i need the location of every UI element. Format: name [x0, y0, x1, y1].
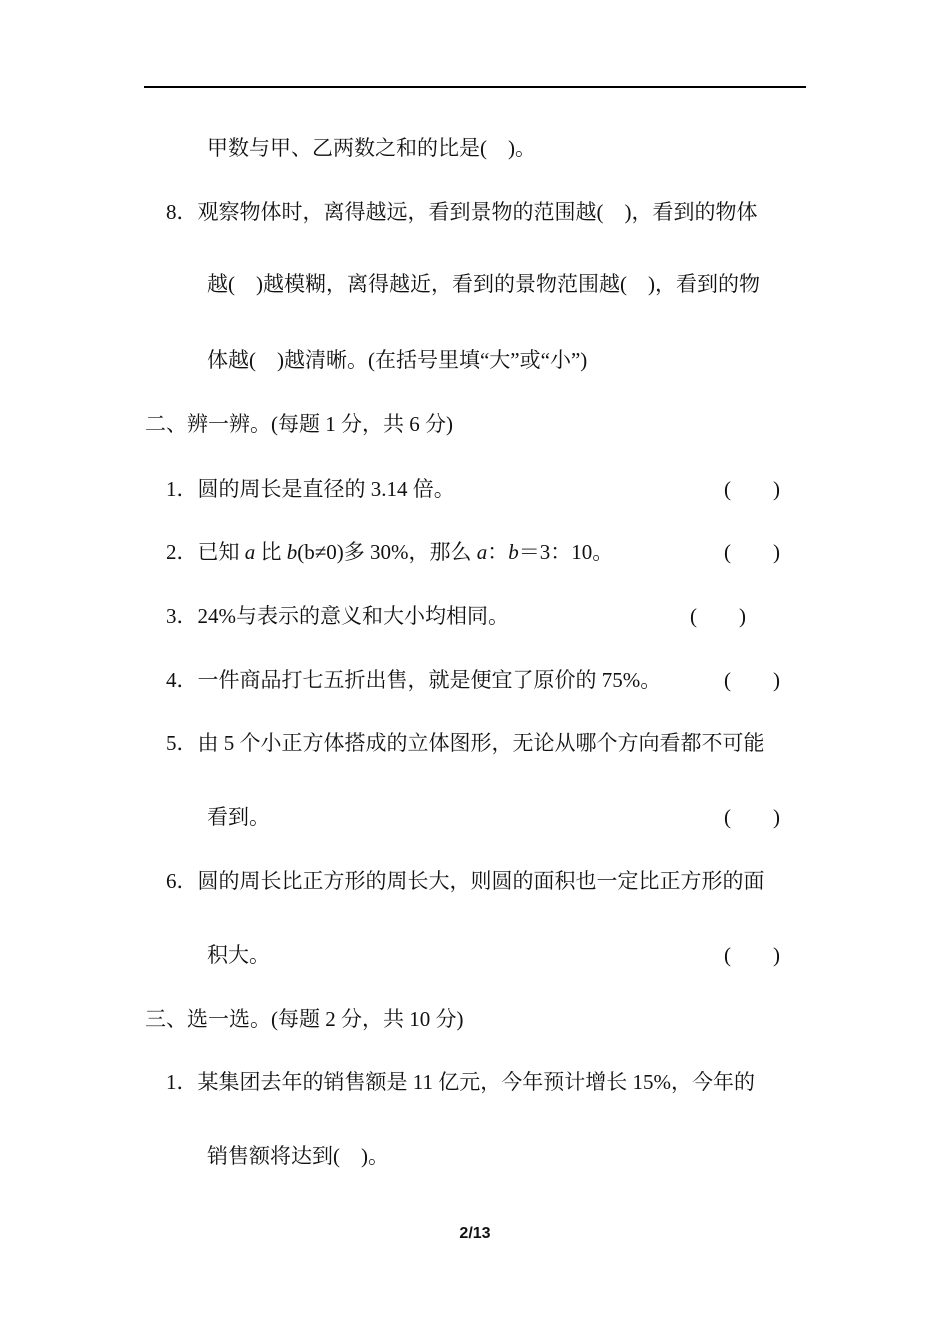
- judge-2-answer-paren[interactable]: ( ): [724, 540, 780, 564]
- total-pages: 13: [472, 1225, 491, 1242]
- judge-6-line-1: 6．圆的周长比正方形的周长大，则圆的面积也一定比正方形的面: [166, 869, 765, 893]
- judge-2-text: [166, 538, 613, 566]
- variable-a: a: [244, 540, 256, 564]
- judge-1-answer-paren[interactable]: ( ): [724, 477, 780, 501]
- judge-2-part: (b≠0)多 30%，那么: [297, 540, 477, 564]
- choice-1-line-1: 1．某集团去年的销售额是 11 亿元，今年预计增长 15%，今年的: [166, 1070, 755, 1094]
- judge-3-answer-paren[interactable]: ( ): [690, 604, 746, 628]
- judge-2-part: 比: [255, 540, 287, 564]
- judge-6-line-2: 积大。: [207, 943, 270, 967]
- variable-a: a: [476, 540, 488, 564]
- judge-4-text: 4．一件商品打七五折出售，就是便宜了原价的 75%。: [166, 668, 662, 692]
- header-rule: [144, 86, 806, 88]
- judge-6-answer-paren[interactable]: ( ): [724, 943, 780, 967]
- question-8-line-3: 体越( )越清晰。(在括号里填“大”或“小”): [207, 348, 588, 372]
- judge-5-answer-paren[interactable]: ( ): [724, 805, 780, 829]
- variable-b: b: [508, 540, 519, 564]
- section-3-heading: 三、选一选。(每题 2 分，共 10 分): [145, 1007, 464, 1031]
- judge-2-part: ：: [487, 540, 509, 564]
- judge-5-line-1: 5．由 5 个小正方体搭成的立体图形，无论从哪个方向看都不可能: [166, 731, 765, 755]
- question-8-line-1: 8．观察物体时，离得越远，看到景物的范围越( )，看到的物体: [166, 200, 758, 224]
- variable-b: b: [286, 540, 298, 564]
- question-8-line-2: 越( )越模糊，离得越近，看到的景物范围越( )，看到的物: [207, 272, 760, 296]
- judge-4-answer-paren[interactable]: ( ): [724, 668, 780, 692]
- current-page: 2: [459, 1225, 469, 1242]
- judge-2-part: ＝3：10。: [518, 540, 614, 564]
- page-number: [0, 1225, 950, 1243]
- choice-1-line-2: 销售额将达到( )。: [207, 1144, 389, 1168]
- judge-3-text: 3．24%与表示的意义和大小均相同。: [166, 604, 509, 628]
- page-separator: /: [468, 1225, 473, 1242]
- question-7-continuation: 甲数与甲、乙两数之和的比是( )。: [207, 136, 536, 160]
- judge-1-text: 1．圆的周长是直径的 3.14 倍。: [166, 477, 455, 501]
- section-2-heading: 二、辨一辨。(每题 1 分，共 6 分): [145, 412, 453, 436]
- judge-2-part: 2．已知: [166, 540, 245, 564]
- judge-5-line-2: 看到。: [207, 805, 270, 829]
